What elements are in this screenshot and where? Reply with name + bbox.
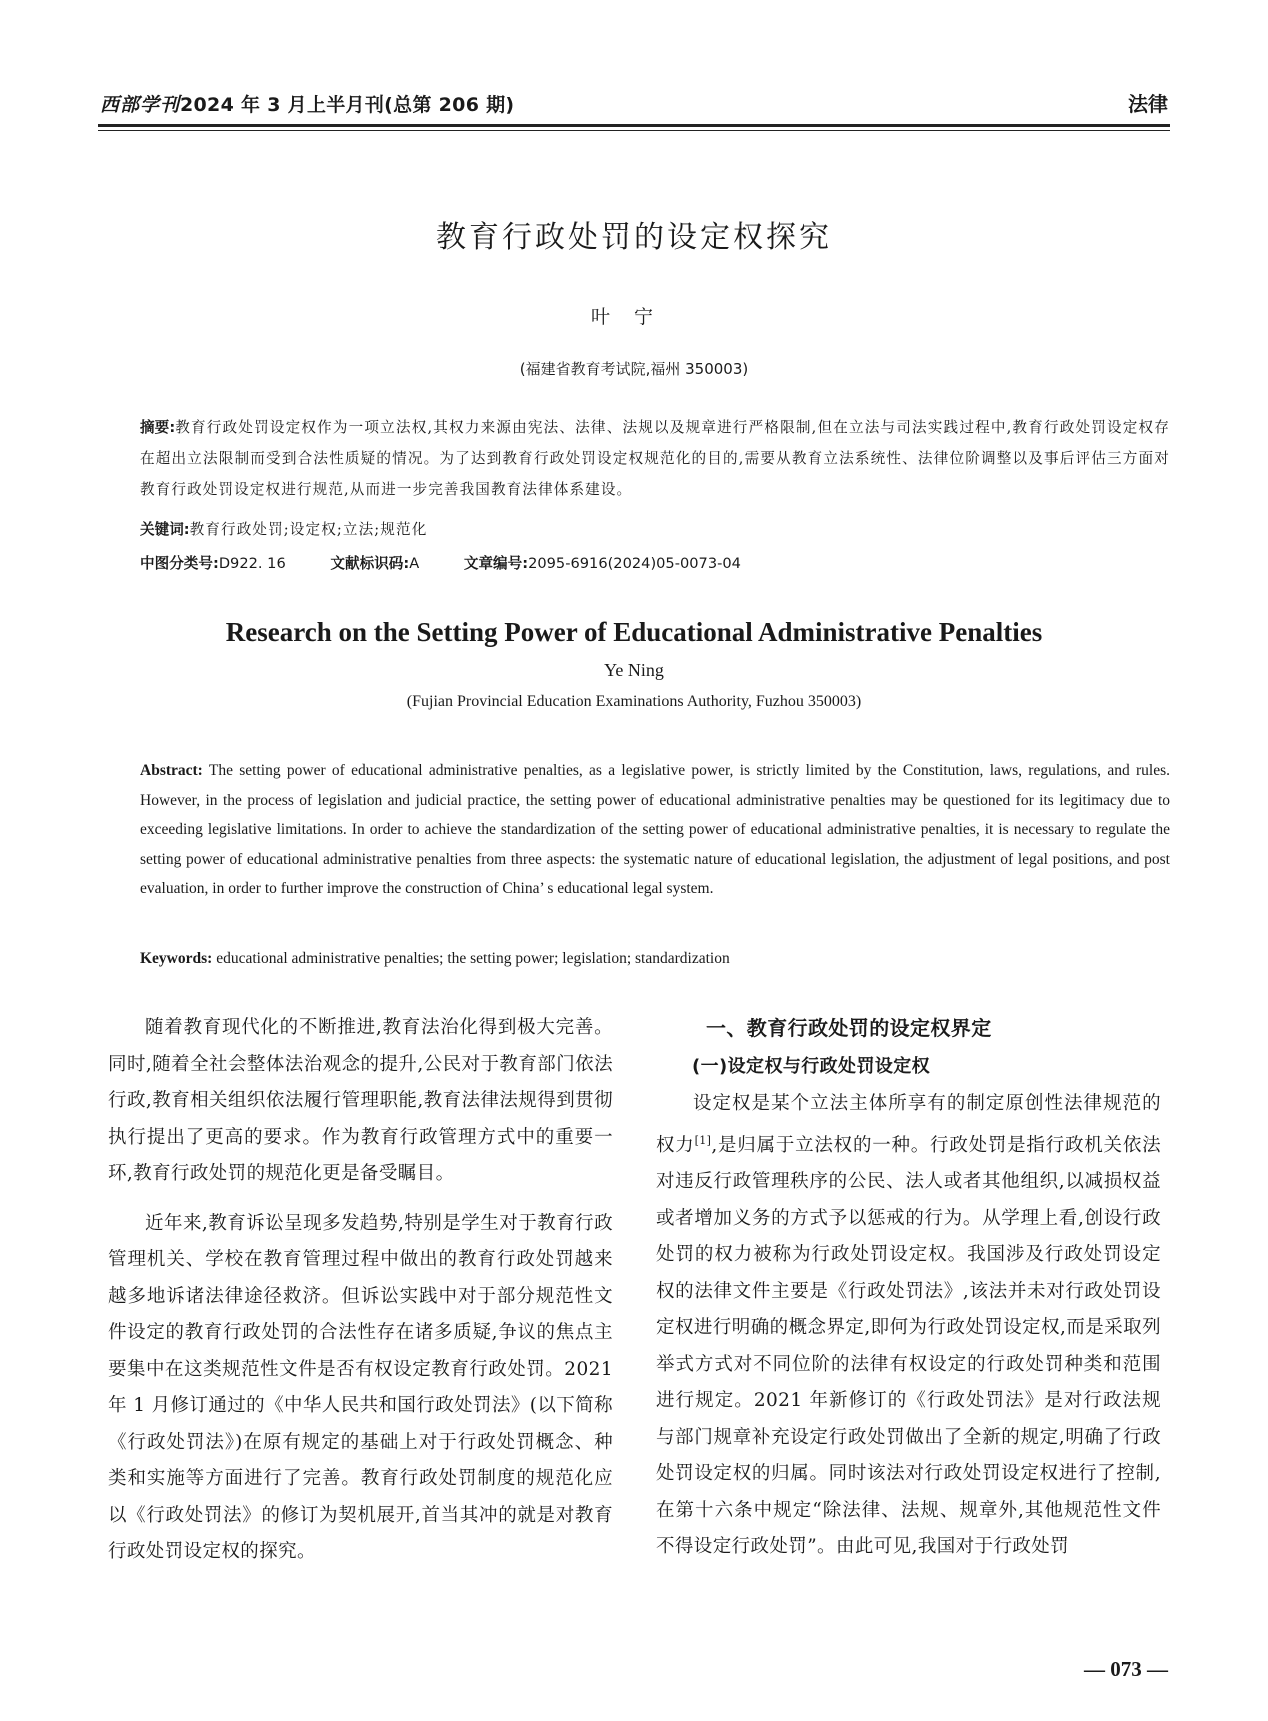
paragraph-text: ,是归属于立法权的一种。行政处罚是指行政机关依法对违反行政管理秩序的公民、法人或者其他组织,以减损权益或者增加义务的方式予以惩戒的行为。从学理上看,创设行政处罚的权力被称为行政处罚设定权。我国涉及行政处罚设定权的法律文件主要是《行政处罚法》,该法并未对行政处罚设定权进行明确的概念界定,即何为行政处罚设定权,而是采取列举式方式对不同位阶的法律有权设定的行政处罚种类和范围进行规定。2021 年新修订的《行政处罚法》是对行政法规与部门规章补充设定行政处罚做出了全新的规定,明确了行政处罚设定权的归属。同时该法对行政处罚设定权进行了控制,在第十六条中规定“除法律、法规、规章外,其他规范性文件不得设定行政处罚”。由此可见,我国对于行政处罚: [656, 1134, 1161, 1558]
issue-info: 2024 年 3 月上半月刊(总第 206 期): [180, 94, 515, 116]
abstract-zh-label: 摘要:: [140, 419, 176, 436]
article-number-item: [464, 552, 741, 573]
article-title-en: Research on the Setting Power of Educational Administrative Penalties: [225, 617, 1043, 647]
article-number-label: 文章编号:: [463, 555, 529, 572]
doc-code-value: A: [409, 555, 420, 572]
author-zh: 叶宁: [590, 306, 677, 328]
keywords-zh: [140, 518, 427, 539]
keywords-en-label: Keywords:: [140, 950, 213, 967]
keywords-zh-label: 关键词:: [140, 521, 190, 538]
page-number: — 073 —: [1084, 1657, 1168, 1681]
subsection-heading-1: (一)设定权与行政处罚设定权: [692, 1056, 931, 1077]
body-column-left: [108, 1010, 613, 1584]
header-rule: [98, 124, 1170, 127]
article-number-value: 2095-6916(2024)05-0073-04: [528, 555, 741, 572]
body-paragraph: [656, 1086, 1161, 1566]
body-paragraph: 近年来,教育诉讼呈现多发趋势,特别是学生对于教育行政管理机关、学校在教育管理过程中做出的教育行政处罚越来越多地诉诸法律途径救济。但诉讼实践中对于部分规范性文件设定的教育行政处罚的合法性存在诸多质疑,争议的焦点主要集中在这类规范性文件是否有权设定教育行政处罚。2021 年 1 月修订通过的《中华人民共和国行政处罚法》(以下简称《行政处罚法》)在原有规定的基础上对于行政处罚概念、种类和实施等方面进行了完善。教育行政处罚制度的规范化应以《行政处罚法》的修订为契机展开,首当其冲的就是对教育行政处罚设定权的探究。: [108, 1212, 613, 1562]
abstract-en: [140, 756, 1170, 904]
doc-code-label: 文献标识码:: [330, 555, 410, 572]
journal-issue-line: [100, 90, 514, 117]
clc-value: D922. 16: [218, 555, 286, 572]
abstract-en-label: Abstract:: [140, 762, 203, 779]
abstract-en-text: The setting power of educational administrative penalties, as a legislative power, is strictly limited by the Constitution, laws, regulations, and rules. However, in the process of legislation and judicial practice, the setting power of educational administrative penalties may be questioned for its legitimacy due to exceeding legislative limitations. In order to achieve the standardization of the setting power of educational administrative penalties, it is necessary to regulate the setting power of educational administrative penalties from three aspects: the systematic nature of educational legislation, the adjustment of legal positions, and post evaluation, in order to further improve the construction of China’ s educational legal system.: [140, 762, 1170, 897]
body-column-right: [656, 1010, 1161, 1579]
abstract-zh-text: 教育行政处罚设定权作为一项立法权,其权力来源由宪法、法律、法规以及规章进行严格限制,但在立法与司法实践过程中,教育行政处罚设定权存在超出立法限制而受到合法性质疑的情况。为了达到教育行政处罚设定权规范化的目的,需要从教育立法系统性、法律位阶调整以及事后评估三方面对教育行政处罚设定权进行规范,从而进一步完善我国教育法律体系建设。: [140, 419, 1170, 498]
header-rule-thin: [98, 130, 1170, 131]
journal-logo: 西部学刊: [100, 94, 181, 116]
keywords-en: [140, 950, 730, 968]
citation-ref: [1]: [694, 1133, 712, 1147]
abstract-zh: [140, 412, 1170, 505]
article-title-zh: 教育行政处罚的设定权探究: [436, 220, 832, 255]
doc-code-item: [330, 552, 419, 573]
body-paragraph: 随着教育现代化的不断推进,教育法治化得到极大完善。同时,随着全社会整体法治观念的提升,公民对于教育部门依法行政,教育相关组织依法履行管理职能,教育法律法规得到贯彻执行提出了更高的要求。作为教育行政管理方式中的重要一环,教育行政处罚的规范化更是备受瞩目。: [108, 1017, 613, 1184]
affiliation-zh: (福建省教育考试院,福州 350003): [519, 360, 749, 378]
section-label: 法律: [1128, 92, 1168, 116]
section-heading-1: 一、教育行政处罚的设定权界定: [706, 1016, 992, 1040]
affiliation-en: (Fujian Provincial Education Examinations Authority, Fuzhou 350003): [406, 693, 862, 710]
keywords-zh-text: 教育行政处罚;设定权;立法;规范化: [189, 521, 428, 538]
clc-item: [140, 552, 286, 573]
keywords-en-text: educational administrative penalties; the setting power; legislation; standardization: [216, 950, 730, 967]
author-en: Ye Ning: [604, 660, 664, 680]
paragraph-text: 设定权是某个立法主体所享有的制定原创性法律规范的权力: [656, 1093, 1161, 1156]
classification-line: [140, 552, 1140, 573]
clc-label: 中图分类号:: [140, 555, 219, 572]
